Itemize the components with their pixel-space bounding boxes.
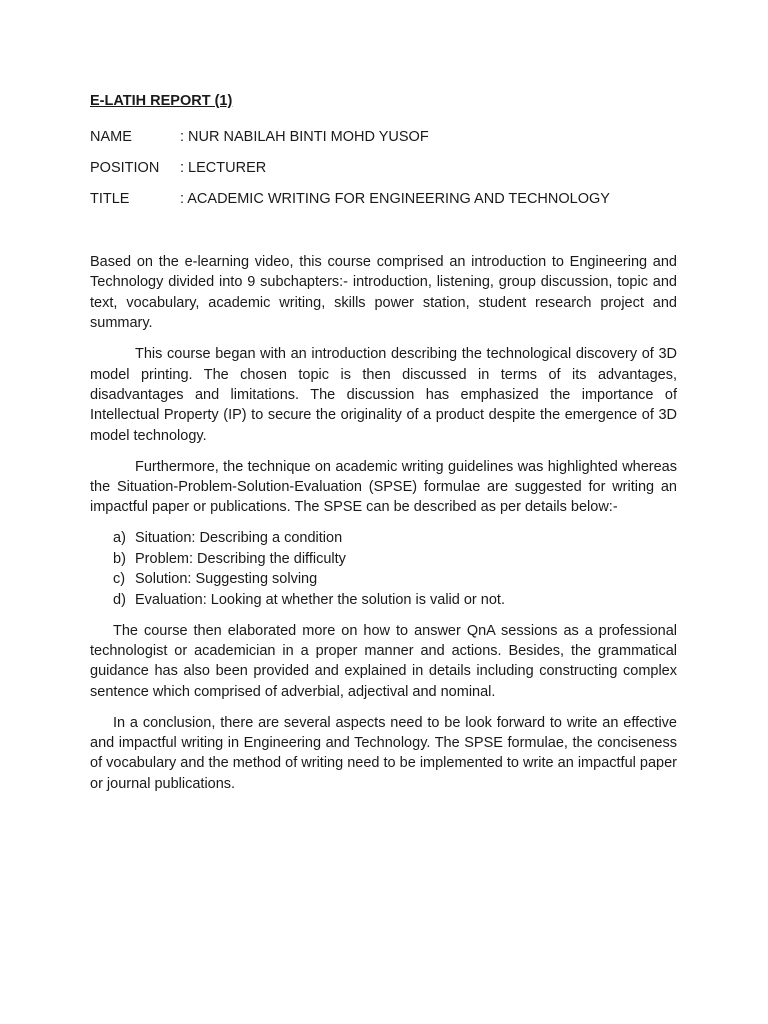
- paragraph-qna: The course then elaborated more on how to answer QnA sessions as a professional technologist or academician in a proper manner and actions. Besides, the grammatical guidance has also been provided and explained in details including constructing complex sentence which comprised of adverbial, adjectival and nominal.: [90, 622, 677, 700]
- meta-label: POSITION: [90, 160, 160, 176]
- paragraph-3d-printing: This course began with an introduction describing the technological discovery of 3D model printing. The chosen topic is then discussed in terms of its advantages, disadvantages and limitations. The discussion has emphasized the importance of Intellectual Property (IP) to secure the originality of a product despite the emergence of 3D model technology.: [90, 346, 677, 444]
- list-marker: d): [113, 591, 126, 608]
- list-item-text: Problem: Describing the difficulty: [135, 550, 346, 567]
- report-title: E-LATIH REPORT (1): [90, 93, 233, 109]
- list-marker: b): [113, 550, 126, 567]
- list-item-text: Situation: Describing a condition: [135, 530, 343, 547]
- spse-list: [90, 528, 677, 610]
- list-item: [90, 569, 677, 589]
- list-item: [90, 549, 677, 569]
- meta-value: : LECTURER: [180, 160, 267, 176]
- meta-value: : ACADEMIC WRITING FOR ENGINEERING AND TECHNOLOGY: [180, 191, 610, 207]
- meta-row-position: [90, 160, 266, 176]
- paragraph-conclusion: In a conclusion, there are several aspects need to be look forward to write an effective and impactful writing in Engineering and Technology. The SPSE formulae, the conciseness of vocabulary and the method of writing need to be implemented to write an impactful paper or journal publications.: [90, 714, 677, 792]
- list-item: [90, 590, 677, 610]
- report-body: [90, 252, 677, 805]
- list-marker: c): [113, 571, 126, 588]
- meta-row-name: [90, 129, 429, 145]
- list-item-text: Solution: Suggesting solving: [135, 571, 318, 588]
- meta-value: : NUR NABILAH BINTI MOHD YUSOF: [180, 129, 429, 145]
- paragraph-spse: Furthermore, the technique on academic writing guidelines was highlighted whereas the Situation-Problem-Solution-Evaluation (SPSE) formulae are suggested for writing an impactful paper or publications. The SPSE can be described as per details below:-: [90, 458, 677, 516]
- list-item-text: Evaluation: Looking at whether the solution is valid or not.: [135, 591, 505, 608]
- list-marker: a): [113, 530, 126, 547]
- meta-label: TITLE: [90, 191, 130, 207]
- paragraph-intro: Based on the e-learning video, this course comprised an introduction to Engineering and Technology divided into 9 subchapters:- introduction, listening, group discussion, topic and text, vocabulary, academic writing, skills power station, student research project and summary.: [90, 254, 677, 332]
- list-item: [90, 528, 677, 548]
- meta-row-title: [90, 191, 610, 207]
- meta-label: NAME: [90, 129, 132, 145]
